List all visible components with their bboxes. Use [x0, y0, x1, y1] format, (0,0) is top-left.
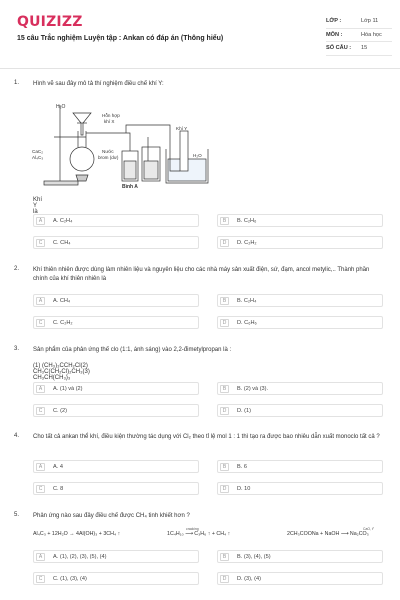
option-text: C. (1), (3), (4) [53, 576, 87, 582]
question-subtext: Khí Y là [33, 197, 43, 215]
option-4c[interactable] [33, 482, 199, 495]
option-1d[interactable] [217, 236, 383, 249]
option-letter: C [36, 407, 45, 415]
round-flask [70, 147, 94, 171]
question-number: 1. [14, 80, 20, 86]
option-text: A. (1), (2), (3), (5), (4) [53, 554, 107, 560]
option-5c[interactable] [33, 572, 199, 585]
quizizz-logo: QUIZIZZ [17, 14, 83, 30]
experiment-diagram [30, 95, 215, 190]
option-text: B. C₂H₆ [237, 218, 257, 224]
option-text: A. 4 [53, 464, 63, 470]
option-4a[interactable] [33, 460, 199, 473]
option-2c[interactable] [33, 316, 199, 329]
option-letter: D [220, 407, 229, 415]
equation-condition-2: CaO, t° [363, 527, 375, 531]
option-letter: D [220, 575, 229, 583]
option-letter: A [36, 385, 45, 393]
option-1c[interactable] [33, 236, 199, 249]
option-text: A. CH₄ [53, 298, 71, 304]
option-letter: B [220, 463, 229, 471]
question-text: Phản ứng nào sau đây điều chế được CH₄ tinh khiết hơn ? [33, 513, 190, 519]
question-number: 5. [14, 512, 20, 518]
option-text: D. 10 [237, 486, 251, 492]
option-letter: B [220, 553, 229, 561]
question-subtext: (1) (CH₃)₃CCH₂Cl(2) CH₃C(CH₂Cl)₂CH₃(3) CH₃CH(CH₃)₃ [33, 363, 90, 381]
option-text: C. 8 [53, 486, 64, 492]
option-3a[interactable] [33, 382, 199, 395]
option-4b[interactable] [217, 460, 383, 473]
question-text: Hình vẽ sau đây mô tả thí nghiệm điều chế khí Y: [33, 81, 164, 87]
question-number: 4. [14, 433, 20, 439]
meta-row-subject [326, 29, 392, 43]
meta-key: LỚP : [326, 18, 342, 25]
option-1a[interactable] [33, 214, 199, 227]
option-text: D. (1) [237, 408, 251, 414]
option-letter: A [36, 217, 45, 225]
collecting-tube [180, 131, 188, 171]
meta-key: MÔN : [326, 31, 343, 38]
question-number: 3. [14, 346, 20, 352]
question-text: Cho tất cả ankan thể khí, điều kiện thường tác dụng với Cl₂ theo tỉ lệ mol 1 : 1 thì tạo ra được bao nhiêu dẫn xuất monoclo tất cả ? [33, 434, 380, 440]
label-bromine-water: Nước brom (dư) [98, 149, 119, 160]
option-text: C. C₂H₂ [53, 320, 73, 326]
option-letter: A [36, 553, 45, 561]
option-letter: C [36, 319, 45, 327]
option-letter: B [220, 385, 229, 393]
meta-value: Lớp 11 [361, 18, 379, 25]
stand-base [44, 181, 78, 185]
option-letter: A [36, 297, 45, 305]
question-number: 2. [14, 266, 20, 272]
option-2b[interactable] [217, 294, 383, 307]
option-text: A. (1) và (2) [53, 386, 83, 392]
label-cac2: CaC₂ Al₄C₃ [32, 149, 44, 160]
option-letter: D [220, 485, 229, 493]
option-text: D. C₂H₂ [237, 240, 257, 246]
option-2a[interactable] [33, 294, 199, 307]
option-letter: C [36, 239, 45, 247]
option-3b[interactable] [217, 382, 383, 395]
option-text: B. 6 [237, 464, 247, 470]
option-5a[interactable] [33, 550, 199, 563]
option-letter: D [220, 319, 229, 327]
label-flask-a: Bình A [122, 184, 138, 190]
option-5b[interactable] [217, 550, 383, 563]
worksheet-meta [326, 15, 392, 56]
option-letter: C [36, 485, 45, 493]
option-3c[interactable] [33, 404, 199, 417]
label-mix: Hỗn hợp khí X [102, 113, 120, 124]
option-1b[interactable] [217, 214, 383, 227]
option-2d[interactable] [217, 316, 383, 329]
label-h2o-top: H₂O [56, 104, 66, 110]
option-5d[interactable] [217, 572, 383, 585]
header-divider [0, 68, 400, 69]
option-text: B. C₂H₄ [237, 298, 257, 304]
equation-1: Al₄C₃ + 12H₂O → 4Al(OH)₃ + 3CH₄ ↑ [33, 531, 121, 537]
option-text: D. C₆H₆ [237, 320, 257, 326]
option-text: A. C₂H₄ [53, 218, 73, 224]
meta-key: SỐ CÂU : [326, 45, 352, 52]
option-3d[interactable] [217, 404, 383, 417]
meta-value: Hóa học [361, 31, 382, 38]
worksheet-header [0, 0, 400, 64]
option-text: B. (2) và (3). [237, 386, 269, 392]
option-letter: A [36, 463, 45, 471]
option-letter: C [36, 575, 45, 583]
meta-value: 15 [361, 45, 368, 52]
option-letter: B [220, 217, 229, 225]
equation-row [33, 531, 400, 541]
meta-row-count [326, 42, 392, 56]
worksheet-title: 15 câu Trắc nghiệm Luyện tập : Ankan có đáp án (Thông hiểu) [17, 35, 224, 42]
label-h2o-right: H₂O [193, 153, 202, 158]
option-text: C. (2) [53, 408, 67, 414]
label-gas-y: Khí Y [176, 126, 188, 131]
option-text: D. (3), (4) [237, 576, 261, 582]
meta-row-class [326, 15, 392, 29]
option-letter: B [220, 297, 229, 305]
option-text: C. CH₄ [53, 240, 71, 246]
question-text: Sản phẩm của phản ứng thế clo (1:1, ánh sáng) vào 2,2-đimetylpropan là : [33, 347, 232, 353]
option-text: B. (3), (4), (5) [237, 554, 271, 560]
question-text: Khí thiên nhiên được dùng làm nhiên liệu và nguyên liệu cho các nhà máy sản xuất điện, sứ, đạm, ancol metylic,.. Thành phần chính của khí thiên nhiên là [33, 267, 370, 282]
dropping-funnel [73, 113, 91, 135]
equation-condition-1: cracking [186, 527, 199, 531]
equation-3: 2CH₃COONa + NaOH ⟶ Na₂CO₃ [287, 531, 369, 537]
equation-2: 1C₄H₁₀ ⟶ C₃H₆ ↑ + CH₄ ↑ [167, 531, 231, 537]
option-4d[interactable] [217, 482, 383, 495]
option-letter: D [220, 239, 229, 247]
